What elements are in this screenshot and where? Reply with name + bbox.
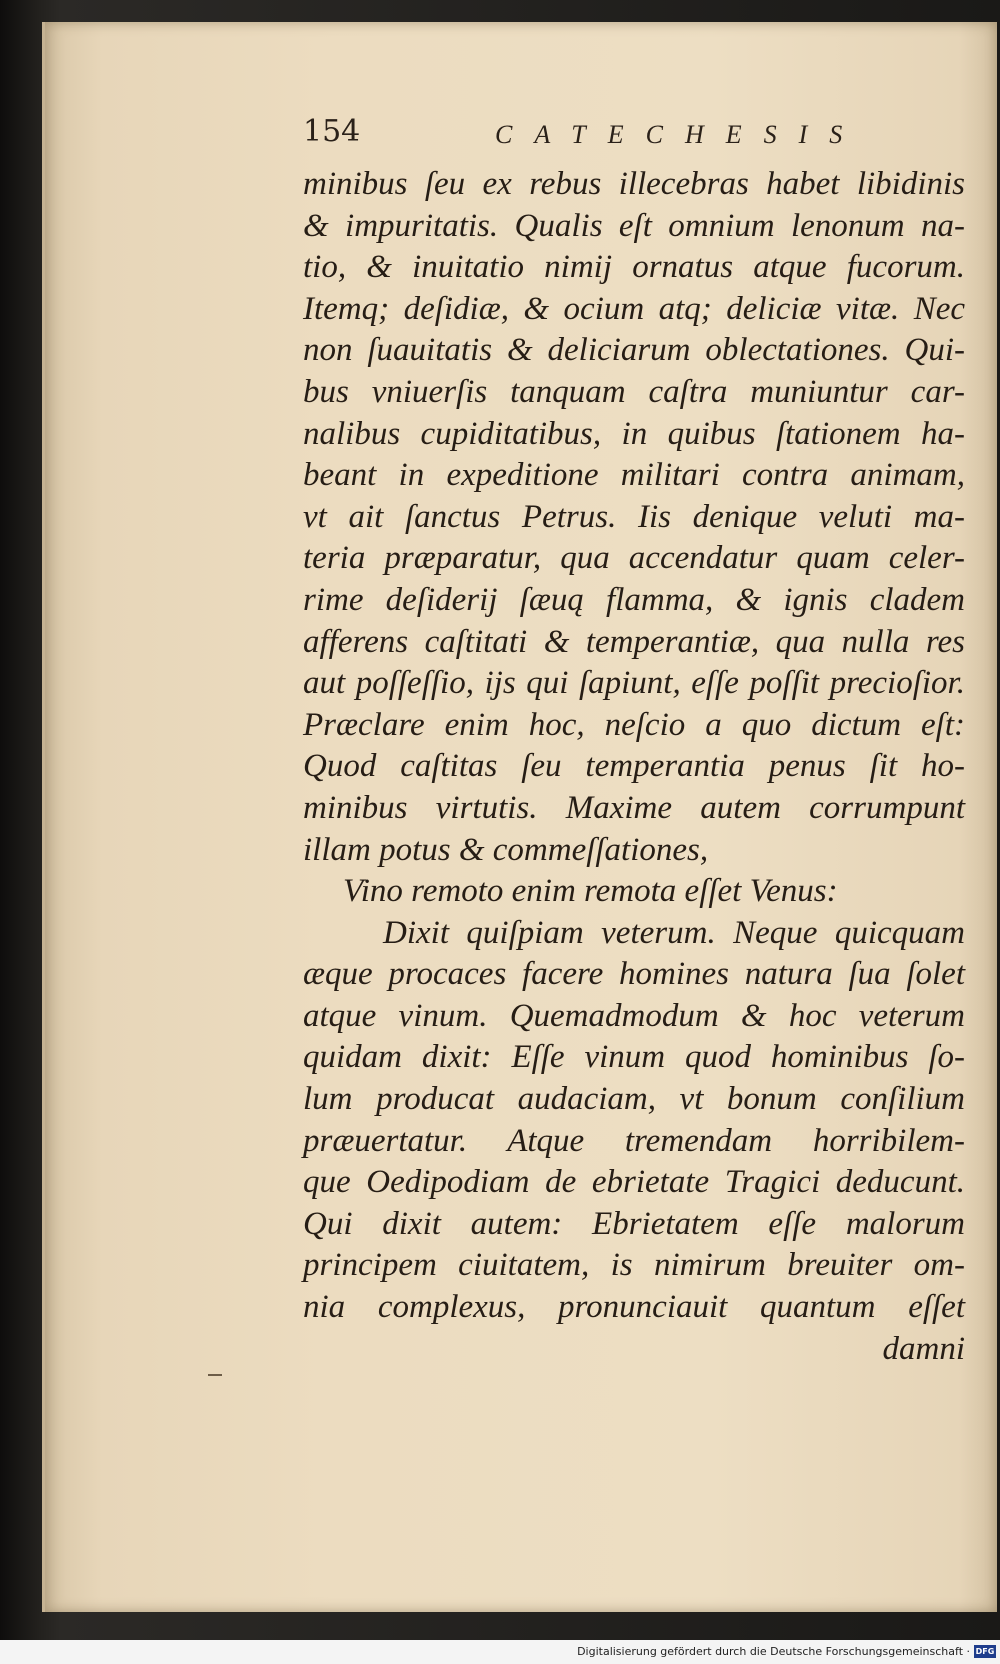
catchword: damni <box>882 1330 965 1367</box>
dfg-logo-icon: DFG <box>975 1647 995 1656</box>
text-line: beant in expeditione militari contra animam, <box>303 457 965 494</box>
text-line: Qui dixit autem: Ebrietatem eſſe malorum <box>303 1205 965 1242</box>
verse-line: Vino remoto enim remota eſſet Venus: <box>343 873 838 910</box>
text-line: præuertatur. Atque tremendam horribilem- <box>303 1122 965 1159</box>
text-line: afferens caſtitati & temperantiæ, qua nulla res <box>303 623 965 660</box>
text-line: nia complexus, pronunciauit quantum eſſet <box>303 1289 965 1326</box>
text-line: minibus virtutis. Maxime autem corrumpunt <box>303 789 965 826</box>
text-line: tio, & inuitatio nimij ornatus atque fucorum. <box>303 249 965 286</box>
text-line: nalibus cupiditatibus, in quibus ſtationem ha- <box>303 415 965 452</box>
text-line: Dixit quiſpiam veterum. Neque quicquam <box>383 914 965 951</box>
funding-credit: Digitalisierung gefördert durch die Deutsche Forschungsgemeinschaft · <box>577 1645 970 1658</box>
text-line: rime deſiderij ſæuą flamma, & ignis cladem <box>303 581 965 618</box>
text-line: Quod caſtitas ſeu temperantia penus ſit ho- <box>303 748 965 785</box>
text-line: principem ciuitatem, is nimirum breuiter om- <box>303 1247 965 1284</box>
text-line: bus vniuerſis tanquam caſtra muniuntur car- <box>303 373 965 410</box>
text-line: minibus ſeu ex rebus illecebras habet libidinis <box>303 166 965 202</box>
text-line: vt ait ſanctus Petrus. Iis denique veluti ma- <box>303 498 965 535</box>
text-line: aut poſſeſſio, ijs qui ſapiunt, eſſe poſſit precioſior. <box>303 665 965 702</box>
text-line: Itemq; deſidiæ, & ocium atq; deliciæ vitæ. Nec <box>303 290 965 327</box>
text-line: lum producat audaciam, vt bonum conſilium <box>303 1081 965 1118</box>
text-line: & impuritatis. Qualis eſt omnium lenonum na- <box>303 207 965 244</box>
page-number: 154 <box>303 114 361 149</box>
margin-mark <box>208 1374 222 1376</box>
digitization-footer <box>0 1640 1000 1664</box>
running-head <box>303 114 965 164</box>
text-line: æque procaces facere homines natura ſua ſolet <box>303 956 965 993</box>
book-page <box>42 22 997 1612</box>
text-line: atque vinum. Quemadmodum & hoc veterum <box>303 997 965 1034</box>
text-line: quidam dixit: Eſſe vinum quod hominibus ſo- <box>303 1039 965 1076</box>
page-content <box>303 114 965 1370</box>
text-line: teria præparatur, qua accendatur quam celer- <box>303 540 965 577</box>
text-line: que Oedipodiam de ebrietate Tragici deducunt. <box>303 1164 965 1201</box>
text-line: illam potus & commeſſationes, <box>303 831 709 868</box>
text-line: non ſuauitatis & deliciarum oblectationes. Qui- <box>303 332 965 369</box>
text-line: Præclare enim hoc, neſcio a quo dictum eſt: <box>303 706 965 743</box>
body-text <box>303 164 965 1370</box>
running-head-title: CATECHESIS <box>495 120 865 149</box>
